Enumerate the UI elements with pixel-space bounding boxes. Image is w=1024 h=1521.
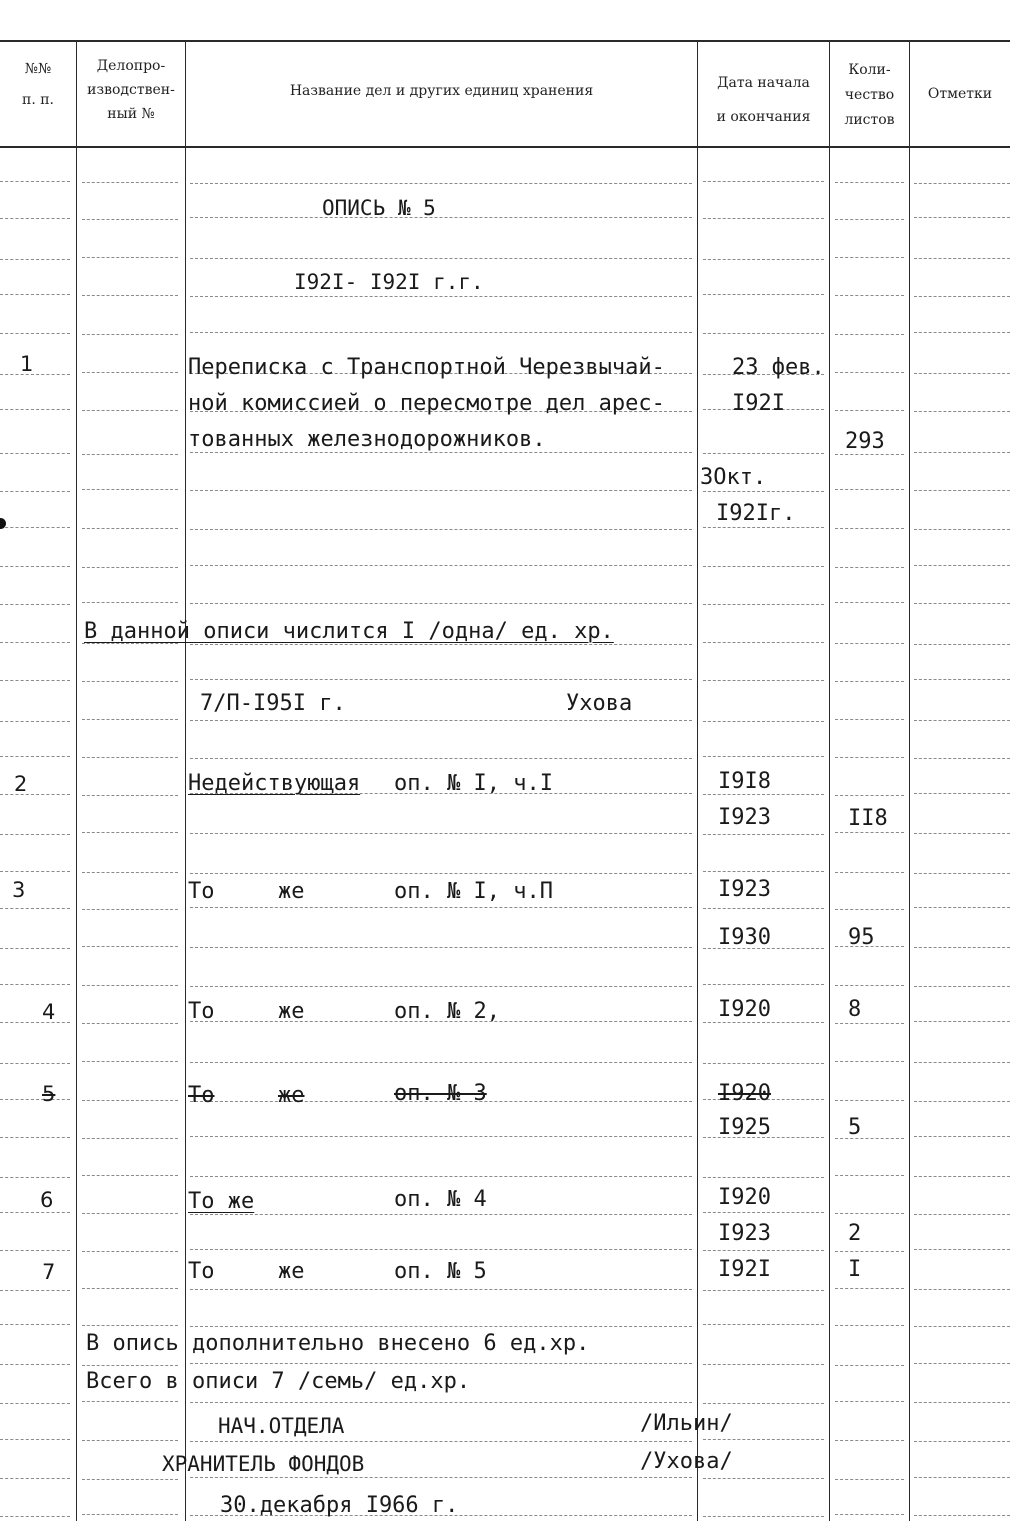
ruled-line bbox=[82, 602, 178, 603]
ruled-line bbox=[190, 986, 692, 987]
ruled-line bbox=[703, 1063, 824, 1064]
ruled-line bbox=[914, 907, 1010, 908]
ruled-line bbox=[835, 602, 904, 603]
ruled-line bbox=[914, 529, 1010, 530]
ruled-line bbox=[82, 1479, 178, 1480]
entry-7-label: То bbox=[188, 1259, 215, 1284]
footer-head-title: НАЧ.ОТДЕЛА bbox=[218, 1414, 345, 1438]
col-header-number-line2: п. п. bbox=[21, 92, 54, 108]
ruled-line bbox=[0, 871, 70, 872]
entry-6-number: 6 bbox=[40, 1188, 54, 1212]
ruled-line bbox=[703, 566, 824, 567]
ruled-line bbox=[82, 681, 178, 682]
ruled-line bbox=[703, 1177, 824, 1178]
ruled-line bbox=[0, 1099, 70, 1100]
entry-1-number: 1 bbox=[20, 352, 34, 376]
ruled-line bbox=[0, 1364, 70, 1365]
entry-5-date-end: I925 bbox=[718, 1115, 771, 1140]
ruled-line bbox=[190, 1062, 692, 1063]
ruled-line bbox=[190, 1363, 692, 1364]
entry-7-number: 7 bbox=[42, 1260, 56, 1284]
ruled-line bbox=[835, 1061, 904, 1062]
ruled-line bbox=[0, 1212, 70, 1213]
footer-keeper-name: /Ухова/ bbox=[640, 1449, 733, 1474]
entry-3-label-same: же bbox=[278, 879, 305, 904]
entry-1-title-line3: тованных железнодорожников. bbox=[188, 427, 546, 452]
entry-2-date-start: I9I8 bbox=[718, 769, 771, 794]
ruled-line bbox=[835, 1514, 904, 1515]
ruled-line bbox=[82, 1325, 178, 1326]
ruled-line bbox=[190, 720, 692, 721]
ruled-line bbox=[703, 181, 824, 182]
ruled-line bbox=[190, 679, 692, 680]
ruled-line bbox=[190, 565, 692, 566]
ruled-line bbox=[835, 795, 904, 796]
ruled-line bbox=[0, 794, 70, 795]
ruled-line bbox=[190, 1249, 692, 1250]
ruled-line bbox=[190, 217, 692, 218]
ruled-line bbox=[914, 947, 1010, 948]
col-header-number bbox=[0, 60, 76, 110]
ruled-line bbox=[835, 1023, 904, 1024]
ruled-line bbox=[914, 373, 1010, 374]
ruled-line bbox=[190, 907, 692, 908]
entry-6-date-end: I923 bbox=[718, 1221, 771, 1246]
ruled-line bbox=[190, 296, 692, 297]
ruled-line bbox=[914, 679, 1010, 680]
ruled-line bbox=[835, 372, 904, 373]
ruled-line bbox=[914, 183, 1010, 184]
ruled-line bbox=[914, 332, 1010, 333]
ruled-line bbox=[703, 1439, 824, 1440]
entry-3-label: То bbox=[188, 879, 215, 904]
ruled-line bbox=[0, 374, 70, 375]
ruled-line bbox=[703, 333, 824, 334]
ruled-line bbox=[82, 1251, 178, 1252]
ruled-line bbox=[82, 295, 178, 296]
entry-4-number: 4 bbox=[42, 1000, 56, 1024]
ruled-line bbox=[914, 793, 1010, 794]
col-header-number-line1: №№ bbox=[24, 61, 52, 77]
ruled-line bbox=[835, 681, 904, 682]
ruled-line bbox=[190, 258, 692, 259]
entry-5-opis: оп. № 3 bbox=[394, 1081, 487, 1106]
entry-7-label-same: же bbox=[278, 1259, 305, 1284]
ruled-line bbox=[914, 1062, 1010, 1063]
ruled-line bbox=[914, 1101, 1010, 1102]
ruled-line bbox=[914, 411, 1010, 412]
ruled-line bbox=[82, 1023, 178, 1024]
ruled-line bbox=[835, 1100, 904, 1101]
ruled-line bbox=[835, 719, 904, 720]
ruled-line bbox=[914, 1289, 1010, 1290]
ruled-line bbox=[914, 452, 1010, 453]
ruled-line bbox=[82, 1100, 178, 1101]
ruled-line bbox=[914, 1176, 1010, 1177]
ruled-line bbox=[914, 258, 1010, 259]
ruled-line bbox=[703, 1290, 824, 1291]
ruled-line bbox=[82, 334, 178, 335]
ruled-line bbox=[82, 1061, 178, 1062]
ruled-line bbox=[82, 1288, 178, 1289]
ruled-line bbox=[0, 721, 70, 722]
ruled-line bbox=[835, 1288, 904, 1289]
ruled-line bbox=[82, 795, 178, 796]
ruled-line bbox=[914, 1249, 1010, 1250]
ruled-line bbox=[190, 529, 692, 530]
ruled-line bbox=[703, 984, 824, 985]
entry-1-title-line2: ной комиссией о пересмотре дел арес- bbox=[188, 391, 665, 416]
entry-5-sheets: 5 bbox=[848, 1115, 862, 1140]
ruled-line bbox=[82, 1175, 178, 1176]
ruled-line bbox=[703, 604, 824, 605]
entry-4-label-same: же bbox=[278, 999, 305, 1024]
col-header-sheets-line3: листов bbox=[844, 112, 895, 128]
ruled-line bbox=[82, 909, 178, 910]
ruled-line bbox=[82, 946, 178, 947]
ruled-line bbox=[835, 643, 904, 644]
ruled-line bbox=[703, 1212, 824, 1213]
ruled-line bbox=[0, 333, 70, 334]
ruled-line bbox=[914, 1441, 1010, 1442]
ruled-line bbox=[0, 1063, 70, 1064]
entry-1-date-end-year: I92Iг. bbox=[716, 501, 796, 526]
ruled-line bbox=[835, 872, 904, 873]
header-top-rule bbox=[0, 40, 1010, 42]
ruled-line bbox=[914, 644, 1010, 645]
ruled-line bbox=[82, 757, 178, 758]
entry-6-sheets: 2 bbox=[848, 1221, 862, 1246]
entry-1-title-line1: Переписка с Транспортной Черезвычай- bbox=[188, 355, 665, 380]
ruled-line bbox=[835, 528, 904, 529]
ruled-line bbox=[703, 756, 824, 757]
ruled-line bbox=[835, 1213, 904, 1214]
ruled-line bbox=[82, 1365, 178, 1366]
ruled-line bbox=[0, 566, 70, 567]
ruled-line bbox=[914, 1477, 1010, 1478]
column-rule-1 bbox=[76, 42, 77, 1521]
ruled-line bbox=[0, 834, 70, 835]
ruled-line bbox=[0, 604, 70, 605]
ruled-line bbox=[835, 1479, 904, 1480]
ruled-line bbox=[190, 873, 692, 874]
ruled-line bbox=[914, 1326, 1010, 1327]
col-header-dates-line2: и окончания bbox=[716, 109, 811, 125]
ruled-line bbox=[0, 218, 70, 219]
entry-6-date-start: I920 bbox=[718, 1185, 771, 1210]
ruled-line bbox=[703, 871, 824, 872]
ruled-line bbox=[703, 1250, 824, 1251]
ruled-line bbox=[835, 757, 904, 758]
ruled-line bbox=[914, 1136, 1010, 1137]
ruled-line bbox=[0, 642, 70, 643]
footer-total-count: Всего в описи 7 /семь/ ед.хр. bbox=[86, 1369, 471, 1394]
ruled-line bbox=[835, 909, 904, 910]
header-bottom-rule bbox=[0, 146, 1010, 148]
entry-7-opis: оп. № 5 bbox=[394, 1259, 487, 1284]
entry-1-date-end-day: 3Окт. bbox=[700, 465, 767, 490]
ruled-line bbox=[0, 409, 70, 410]
ruled-line bbox=[190, 183, 692, 184]
col-header-dates-line1: Дата начала bbox=[717, 75, 810, 91]
ruled-line bbox=[190, 1402, 692, 1403]
ruled-line bbox=[82, 182, 178, 183]
entry-5-label-same: же bbox=[278, 1083, 305, 1108]
ruled-line bbox=[0, 181, 70, 182]
entry-3-number: 3 bbox=[12, 878, 26, 902]
ruled-line bbox=[914, 1021, 1010, 1022]
entry-2-sheets: II8 bbox=[848, 806, 888, 831]
ruled-line bbox=[703, 908, 824, 909]
ruled-line bbox=[190, 947, 692, 948]
ruled-line bbox=[914, 758, 1010, 759]
ruled-line bbox=[914, 490, 1010, 491]
entry-2-opis: оп. № I, ч.I bbox=[394, 771, 553, 796]
footer-head-name: /Ильин/ bbox=[640, 1411, 733, 1436]
ruled-line bbox=[703, 1403, 824, 1404]
entry-3-opis: оп. № I, ч.П bbox=[394, 879, 553, 904]
col-header-sheets bbox=[830, 58, 909, 133]
ruled-line bbox=[190, 1176, 692, 1177]
ruled-line bbox=[82, 1440, 178, 1441]
ruled-line bbox=[835, 489, 904, 490]
ruled-line bbox=[0, 984, 70, 985]
ruled-line bbox=[82, 985, 178, 986]
ruled-line bbox=[0, 948, 70, 949]
ruled-line bbox=[82, 372, 178, 373]
ruled-line bbox=[703, 1324, 824, 1325]
ruled-line bbox=[0, 527, 70, 528]
ruled-line bbox=[703, 259, 824, 260]
ruled-line bbox=[914, 603, 1010, 604]
ruled-line bbox=[190, 1214, 692, 1215]
entry-5-number: 5 bbox=[42, 1082, 56, 1106]
ruled-line bbox=[835, 1251, 904, 1252]
ruled-line bbox=[835, 1175, 904, 1176]
ruled-line bbox=[914, 986, 1010, 987]
ruled-line bbox=[0, 1177, 70, 1178]
footer-keeper-title: ХРАНИТЕЛЬ ФОНДОВ bbox=[162, 1452, 365, 1476]
ruled-line bbox=[0, 259, 70, 260]
footer-added-count: В опись дополнительно внесено 6 ед.хр. bbox=[86, 1331, 590, 1356]
footer-date: 30.декабря I966 г. bbox=[220, 1493, 459, 1518]
signature-first-name: Ухова bbox=[566, 691, 633, 716]
ruled-line bbox=[703, 1364, 824, 1365]
ruled-line bbox=[0, 1250, 70, 1251]
ruled-line bbox=[835, 1440, 904, 1441]
entry-7-sheets: I bbox=[848, 1257, 862, 1282]
ruled-line bbox=[914, 217, 1010, 218]
ruled-line bbox=[914, 873, 1010, 874]
ruled-line bbox=[703, 642, 824, 643]
entry-6-label: То же bbox=[188, 1189, 255, 1214]
entry-3-date-start: I923 bbox=[718, 877, 771, 902]
ruled-line bbox=[835, 219, 904, 220]
ruled-line bbox=[914, 720, 1010, 721]
ruled-line bbox=[835, 410, 904, 411]
ruled-line bbox=[82, 489, 178, 490]
ruled-line bbox=[835, 1138, 904, 1139]
entry-6-opis: оп. № 4 bbox=[394, 1187, 487, 1212]
ruled-line bbox=[835, 182, 904, 183]
ruled-line bbox=[0, 453, 70, 454]
entry-5-label: То bbox=[188, 1083, 215, 1108]
ruled-line bbox=[914, 296, 1010, 297]
opis-years: I92I- I92I г.г. bbox=[294, 270, 484, 294]
ruled-line bbox=[190, 758, 692, 759]
ruled-line bbox=[82, 257, 178, 258]
entry-5-date-start: I920 bbox=[718, 1081, 771, 1106]
ruled-line bbox=[835, 257, 904, 258]
opis-title: ОПИСЬ № 5 bbox=[322, 196, 436, 220]
entry-4-label: То bbox=[188, 999, 215, 1024]
col-header-office-line3: ный № bbox=[107, 106, 155, 122]
col-header-office-line2: изводствен- bbox=[87, 82, 175, 98]
ruled-line bbox=[835, 1365, 904, 1366]
col-header-dates bbox=[698, 66, 829, 134]
entry-4-date-start: I920 bbox=[718, 997, 771, 1022]
column-rule-2 bbox=[185, 42, 186, 1521]
ruled-line bbox=[0, 1022, 70, 1023]
column-rule-5 bbox=[909, 42, 910, 1521]
entry-7-date-start: I92I bbox=[718, 1257, 771, 1282]
ruled-line bbox=[82, 1401, 178, 1402]
ruled-line bbox=[82, 528, 178, 529]
ruled-line bbox=[914, 1363, 1010, 1364]
entry-1-date-start-day: 23 фев. bbox=[732, 355, 825, 380]
ruled-line bbox=[0, 1439, 70, 1440]
ruled-line bbox=[703, 453, 824, 454]
entry-3-sheets: 95 bbox=[848, 925, 875, 950]
ruled-line bbox=[190, 833, 692, 834]
ruled-line bbox=[703, 1516, 824, 1517]
ruled-line bbox=[82, 454, 178, 455]
ruled-line bbox=[82, 1138, 178, 1139]
ruled-line bbox=[190, 603, 692, 604]
ruled-line bbox=[190, 1326, 692, 1327]
entry-2-number: 2 bbox=[14, 772, 28, 796]
ruled-line bbox=[914, 1402, 1010, 1403]
entry-2-date-end: I923 bbox=[718, 805, 771, 830]
col-header-title: Название дел и других единиц хранения bbox=[289, 83, 594, 99]
ruled-line bbox=[0, 1137, 70, 1138]
ruled-line bbox=[0, 294, 70, 295]
ruled-line bbox=[82, 832, 178, 833]
ruled-line bbox=[703, 680, 824, 681]
signature-first-date: 7/П-I95I г. bbox=[200, 691, 346, 716]
ruled-line bbox=[835, 1325, 904, 1326]
entry-2-label: Недействующая bbox=[188, 771, 361, 796]
ruled-line bbox=[190, 1441, 692, 1442]
ruled-line bbox=[0, 756, 70, 757]
ruled-line bbox=[835, 295, 904, 296]
ruled-line bbox=[82, 872, 178, 873]
column-rule-4 bbox=[829, 42, 830, 1521]
ruled-line bbox=[82, 567, 178, 568]
ruled-line bbox=[914, 1214, 1010, 1215]
ruled-line bbox=[190, 332, 692, 333]
entry-1-date-start-year: I92I bbox=[732, 391, 785, 416]
ruled-line bbox=[190, 490, 692, 491]
column-rule-3 bbox=[697, 42, 698, 1521]
entry-1-sheets: 293 bbox=[845, 429, 885, 454]
entry-4-opis: оп. № 2, bbox=[394, 999, 500, 1024]
col-header-notes: Отметки bbox=[927, 86, 993, 102]
entry-3-date-end: I930 bbox=[718, 925, 771, 950]
ruled-line bbox=[703, 834, 824, 835]
ruled-line bbox=[835, 985, 904, 986]
col-header-office-line1: Делопро- bbox=[96, 58, 166, 74]
ruled-line bbox=[0, 1478, 70, 1479]
ruled-line bbox=[703, 218, 824, 219]
ruled-line bbox=[82, 719, 178, 720]
ruled-line bbox=[0, 680, 70, 681]
summary-first: В данной описи числится I /одна/ ед. хр. bbox=[84, 619, 614, 644]
ruled-line bbox=[0, 1516, 70, 1517]
ruled-line bbox=[835, 334, 904, 335]
col-header-office-number bbox=[77, 54, 185, 126]
ruled-line bbox=[82, 410, 178, 411]
ruled-line bbox=[190, 1289, 692, 1290]
ruled-line bbox=[703, 721, 824, 722]
ruled-line bbox=[0, 908, 70, 909]
ruled-line bbox=[82, 1514, 178, 1515]
ruled-line bbox=[914, 565, 1010, 566]
ruled-line bbox=[835, 567, 904, 568]
ruled-line bbox=[190, 1136, 692, 1137]
ruled-line bbox=[703, 1478, 824, 1479]
col-header-sheets-line2: чество bbox=[844, 87, 895, 103]
entry-4-sheets: 8 bbox=[848, 997, 862, 1022]
ruled-line bbox=[914, 1515, 1010, 1516]
ruled-line bbox=[82, 219, 178, 220]
ruled-line bbox=[703, 294, 824, 295]
ruled-line bbox=[0, 1403, 70, 1404]
ruled-line bbox=[0, 1324, 70, 1325]
col-header-sheets-line1: Коли- bbox=[848, 62, 891, 78]
ruled-line bbox=[0, 1290, 70, 1291]
ruled-line bbox=[835, 1401, 904, 1402]
ruled-line bbox=[0, 491, 70, 492]
ruled-line bbox=[914, 833, 1010, 834]
ruled-line bbox=[82, 1213, 178, 1214]
